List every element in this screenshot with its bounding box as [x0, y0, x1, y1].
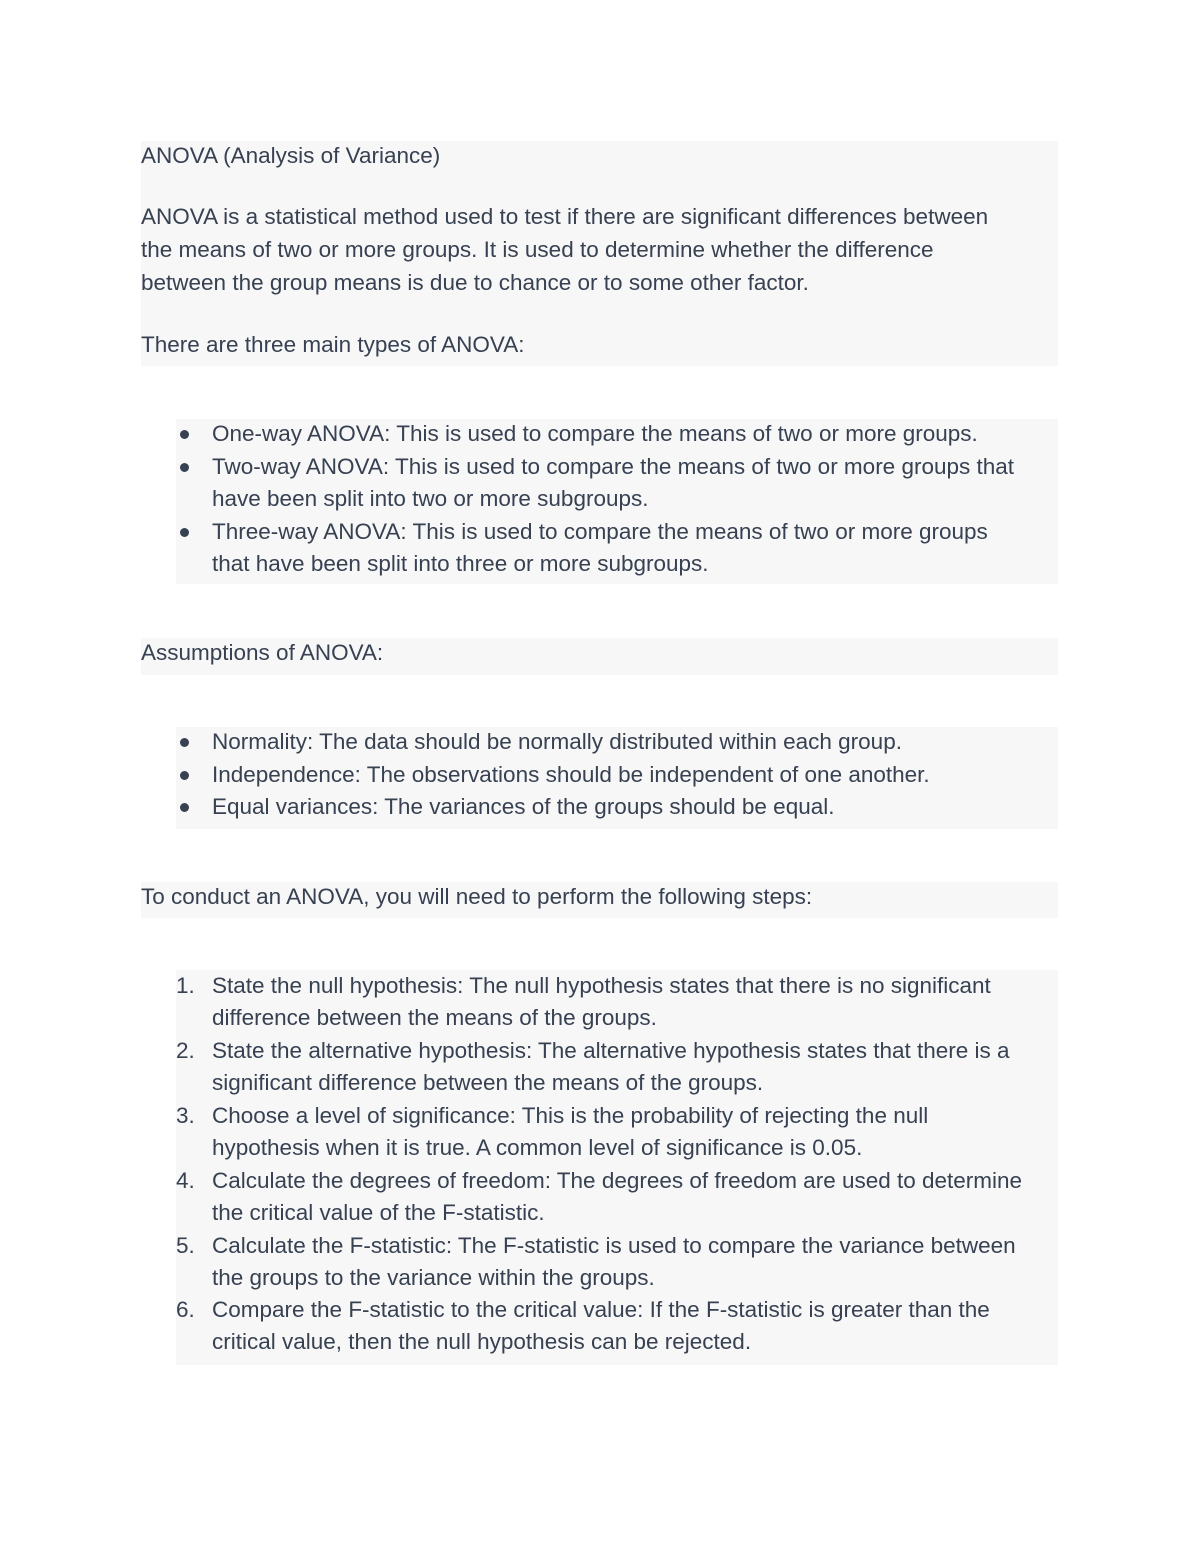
step-4-line-1: Calculate the degrees of freedom: The degrees of freedom are used to determine [212, 1168, 1023, 1193]
assumption-item-1: Normality: The data should be normally distributed within each group. [212, 729, 902, 754]
step-2-line-2: significant difference between the means of the groups. [212, 1070, 764, 1095]
steps-heading: To conduct an ANOVA, you will need to perform the following steps: [141, 884, 813, 909]
step-6-number: 6. [176, 1297, 195, 1322]
step-6-line-2: critical value, then the null hypothesis can be rejected. [212, 1329, 752, 1354]
step-5-number: 5. [176, 1233, 195, 1258]
type-item-2-line-1: Two-way ANOVA: This is used to compare the means of two or more groups that [212, 454, 1015, 479]
step-5-line-2: the groups to the variance within the groups. [212, 1265, 655, 1290]
step-4-line-2: the critical value of the F-statistic. [212, 1200, 545, 1225]
type-item-2-line-2: have been split into two or more subgroups. [212, 486, 649, 511]
bullet-icon [180, 738, 189, 747]
step-4-number: 4. [176, 1168, 195, 1193]
type-item-3-line-2: that have been split into three or more subgroups. [212, 551, 709, 576]
assumptions-heading: Assumptions of ANOVA: [141, 640, 384, 665]
intro-paragraph-line-3: between the group means is due to chance or to some other factor. [141, 270, 809, 295]
step-3-line-2: hypothesis when it is true. A common level of significance is 0.05. [212, 1135, 863, 1160]
bullet-icon [180, 430, 189, 439]
type-item-1-line-1: One-way ANOVA: This is used to compare the means of two or more groups. [212, 421, 978, 446]
assumption-item-3: Equal variances: The variances of the groups should be equal. [212, 794, 835, 819]
step-1-line-1: State the null hypothesis: The null hypothesis states that there is no significant [212, 973, 991, 998]
intro-paragraph-line-2: the means of two or more groups. It is used to determine whether the difference [141, 237, 934, 262]
intro-paragraph-line-1: ANOVA is a statistical method used to test if there are significant differences between [141, 204, 989, 229]
types-heading: There are three main types of ANOVA: [141, 332, 525, 357]
bullet-icon [180, 528, 189, 537]
step-1-line-2: difference between the means of the groups. [212, 1005, 657, 1030]
document-title: ANOVA (Analysis of Variance) [141, 143, 441, 168]
step-2-line-1: State the alternative hypothesis: The alternative hypothesis states that there is a [212, 1038, 1010, 1063]
assumption-item-2: Independence: The observations should be independent of one another. [212, 762, 930, 787]
step-3-line-1: Choose a level of significance: This is the probability of rejecting the null [212, 1103, 929, 1128]
step-2-number: 2. [176, 1038, 195, 1063]
bullet-icon [180, 771, 189, 780]
bullet-icon [180, 463, 189, 472]
bullet-icon [180, 803, 189, 812]
step-6-line-1: Compare the F-statistic to the critical value: If the F-statistic is greater than the [212, 1297, 990, 1322]
step-1-number: 1. [176, 973, 195, 998]
step-3-number: 3. [176, 1103, 195, 1128]
step-5-line-1: Calculate the F-statistic: The F-statistic is used to compare the variance between [212, 1233, 1016, 1258]
type-item-3-line-1: Three-way ANOVA: This is used to compare the means of two or more groups [212, 519, 988, 544]
